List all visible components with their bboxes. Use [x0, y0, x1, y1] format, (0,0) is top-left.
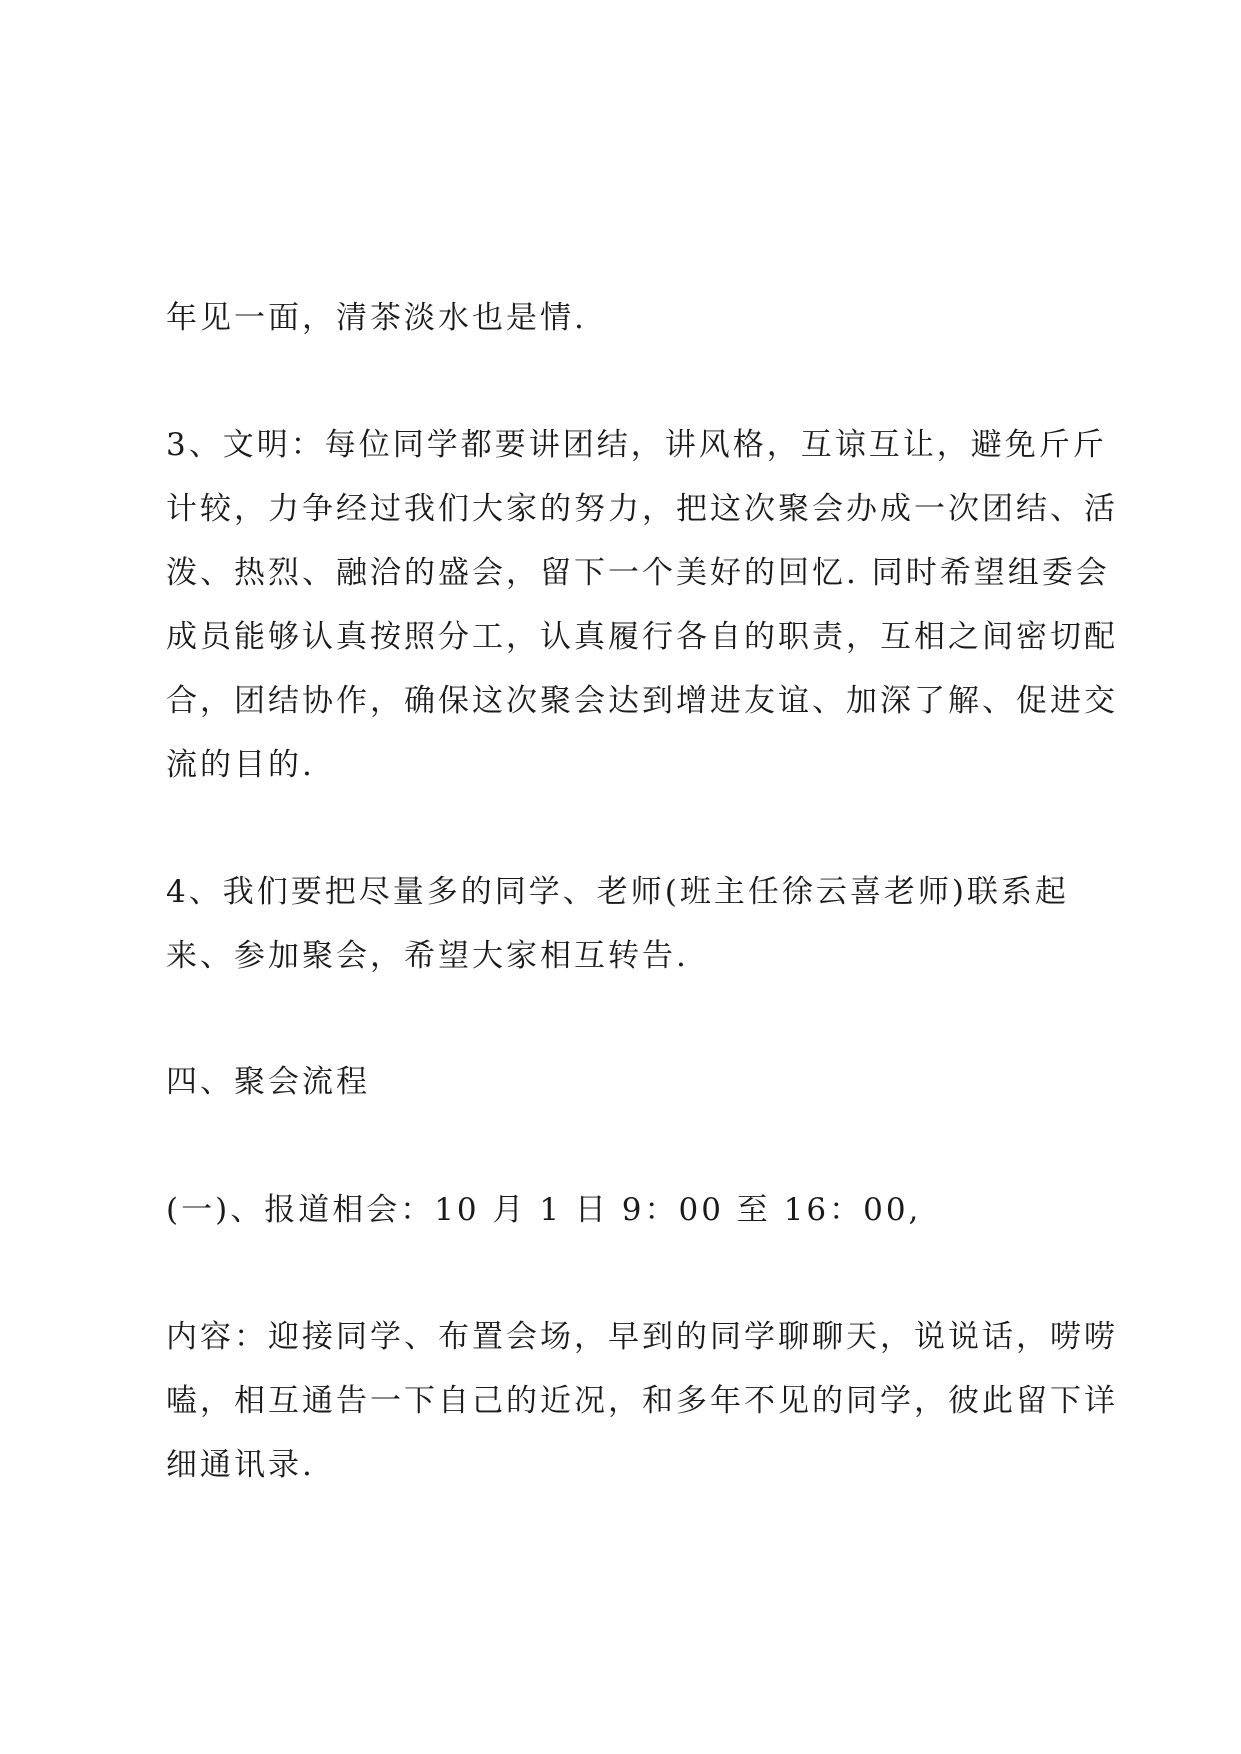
- text-line: 3、文明：每位同学都要讲团结，讲风格，互谅互让，避免斤斤: [166, 427, 1107, 463]
- text-line: 四、聚会流程: [166, 1064, 370, 1100]
- paragraph-closing-line: [166, 286, 1086, 350]
- paragraph-invite-teachers: [166, 860, 1086, 988]
- paragraph-checkin-content: [166, 1305, 1118, 1497]
- text-line: 计较，力争经过我们大家的努力，把这次聚会办成一次团结、活: [166, 491, 1118, 527]
- text-line: 成员能够认真按照分工，认真履行各自的职责，互相之间密切配: [166, 619, 1118, 655]
- text-line: 年见一面，清茶淡水也是情.: [166, 300, 587, 336]
- text-line: 嗑，相互通告一下自己的近况，和多年不见的同学，彼此留下详: [166, 1383, 1118, 1419]
- text-line: 合，团结协作，确保这次聚会达到增进友谊、加深了解、促进交: [166, 683, 1118, 719]
- paragraph-civility: [166, 413, 1118, 797]
- text-line: 内容：迎接同学、布置会场，早到的同学聊聊天，说说话，唠唠: [166, 1319, 1118, 1355]
- section-heading-agenda: [166, 1050, 1086, 1114]
- text-line: (一)、报道相会：10 月 1 日 9：00 至 16：00,: [166, 1192, 922, 1228]
- text-line: 细通讯录.: [166, 1447, 315, 1483]
- text-line: 来、参加聚会，希望大家相互转告.: [166, 938, 689, 974]
- text-line: 泼、热烈、融洽的盛会，留下一个美好的回忆. 同时希望组委会: [166, 555, 1110, 591]
- paragraph-checkin-time: [166, 1178, 1086, 1242]
- text-line: 流的目的.: [166, 747, 315, 783]
- text-line: 4、我们要把尽量多的同学、老师(班主任徐云喜老师)联系起: [166, 874, 1069, 910]
